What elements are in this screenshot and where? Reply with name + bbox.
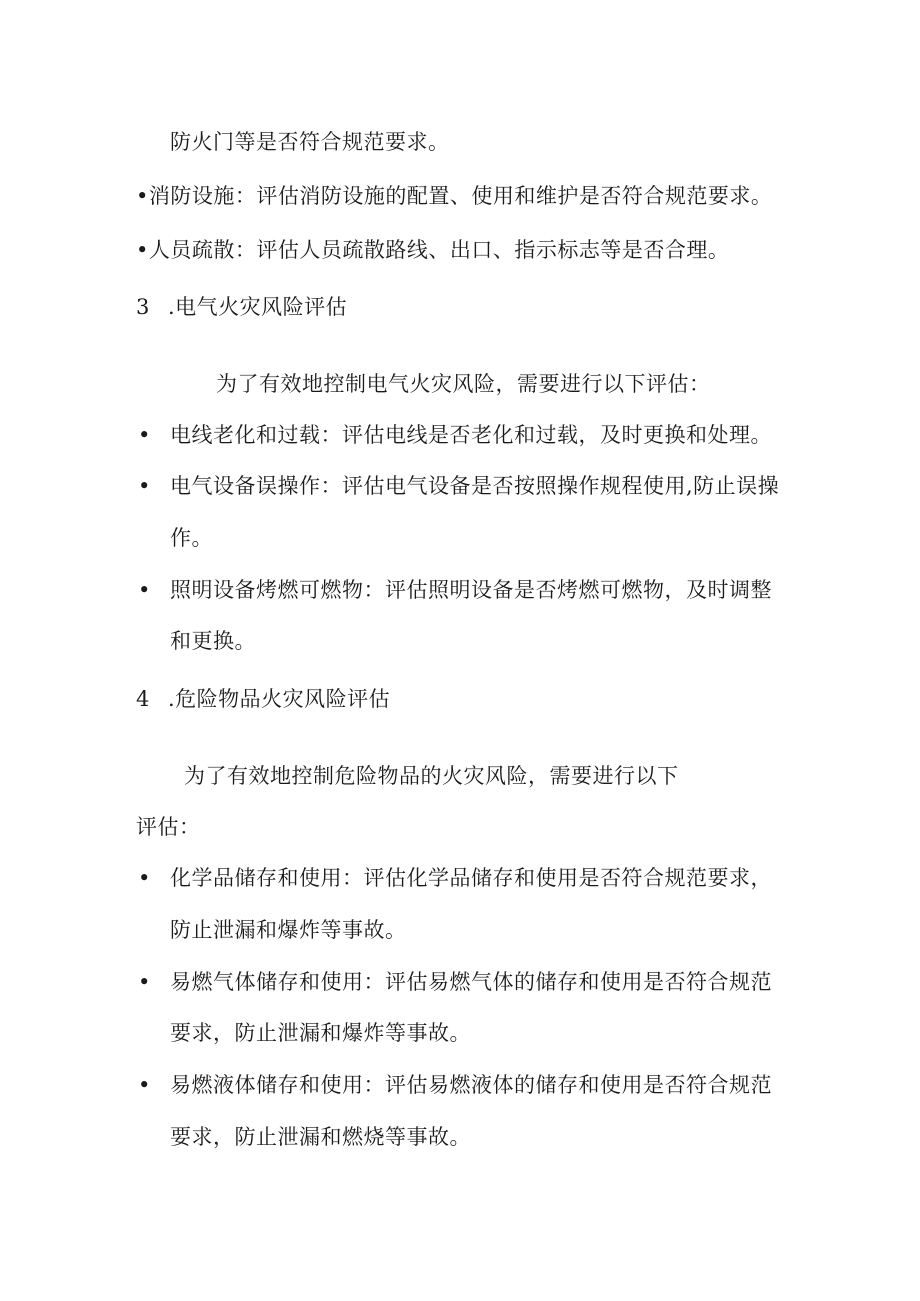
section-4-title: .危险物品火灾风险评估 bbox=[168, 687, 391, 711]
list-item-fire-facilities: •消防设施：评估消防设施的配置、使用和维护是否符合规范要求。 bbox=[136, 184, 773, 208]
bullet-icon: • bbox=[138, 970, 151, 994]
bullet-icon: • bbox=[138, 423, 151, 447]
section-3-intro: 为了有效地控制电气火灾风险，需要进行以下评估： bbox=[216, 372, 711, 396]
bullet-icon: • bbox=[138, 474, 151, 498]
list-item-evacuation: •人员疏散：评估人员疏散路线、出口、指示标志等是否合理。 bbox=[136, 238, 730, 262]
section-4-number: 4 bbox=[136, 687, 150, 711]
section-3-item-3-cont: 和更换。 bbox=[170, 629, 256, 653]
section-3-title: .电气火灾风险评估 bbox=[168, 295, 348, 319]
continuation-text: 防火门等是否符合规范要求。 bbox=[170, 130, 450, 154]
bullet-icon: • bbox=[138, 578, 151, 602]
section-4-item-2: 易燃气体储存和使用：评估易燃气体的储存和使用是否符合规范 bbox=[170, 970, 772, 994]
section-4-item-1: 化学品储存和使用：评估化学品储存和使用是否符合规范要求， bbox=[170, 866, 772, 890]
section-4-intro-cont: 评估： bbox=[136, 815, 201, 839]
section-3-item-3: 照明设备烤燃可燃物：评估照明设备是否烤燃可燃物，及时调整 bbox=[170, 578, 772, 602]
section-3-number: 3 bbox=[136, 295, 150, 319]
section-3-item-1: 电线老化和过载：评估电线是否老化和过载，及时更换和处理。 bbox=[170, 423, 772, 447]
bullet-icon: • bbox=[138, 1073, 151, 1097]
section-3-item-2: 电气设备误操作：评估电气设备是否按照操作规程使用,防止误操 bbox=[170, 474, 780, 498]
section-4-item-3-cont: 要求，防止泄漏和燃烧等事故。 bbox=[170, 1125, 471, 1149]
section-4-intro: 为了有效地控制危险物品的火灾风险，需要进行以下 bbox=[184, 764, 679, 788]
section-3-item-2-cont: 作。 bbox=[170, 526, 213, 550]
section-4-item-2-cont: 要求，防止泄漏和爆炸等事故。 bbox=[170, 1021, 471, 1045]
bullet-icon: • bbox=[138, 866, 151, 890]
section-4-item-3: 易燃液体储存和使用：评估易燃液体的储存和使用是否符合规范 bbox=[170, 1073, 772, 1097]
section-4-item-1-cont: 防止泄漏和爆炸等事故。 bbox=[170, 918, 407, 942]
